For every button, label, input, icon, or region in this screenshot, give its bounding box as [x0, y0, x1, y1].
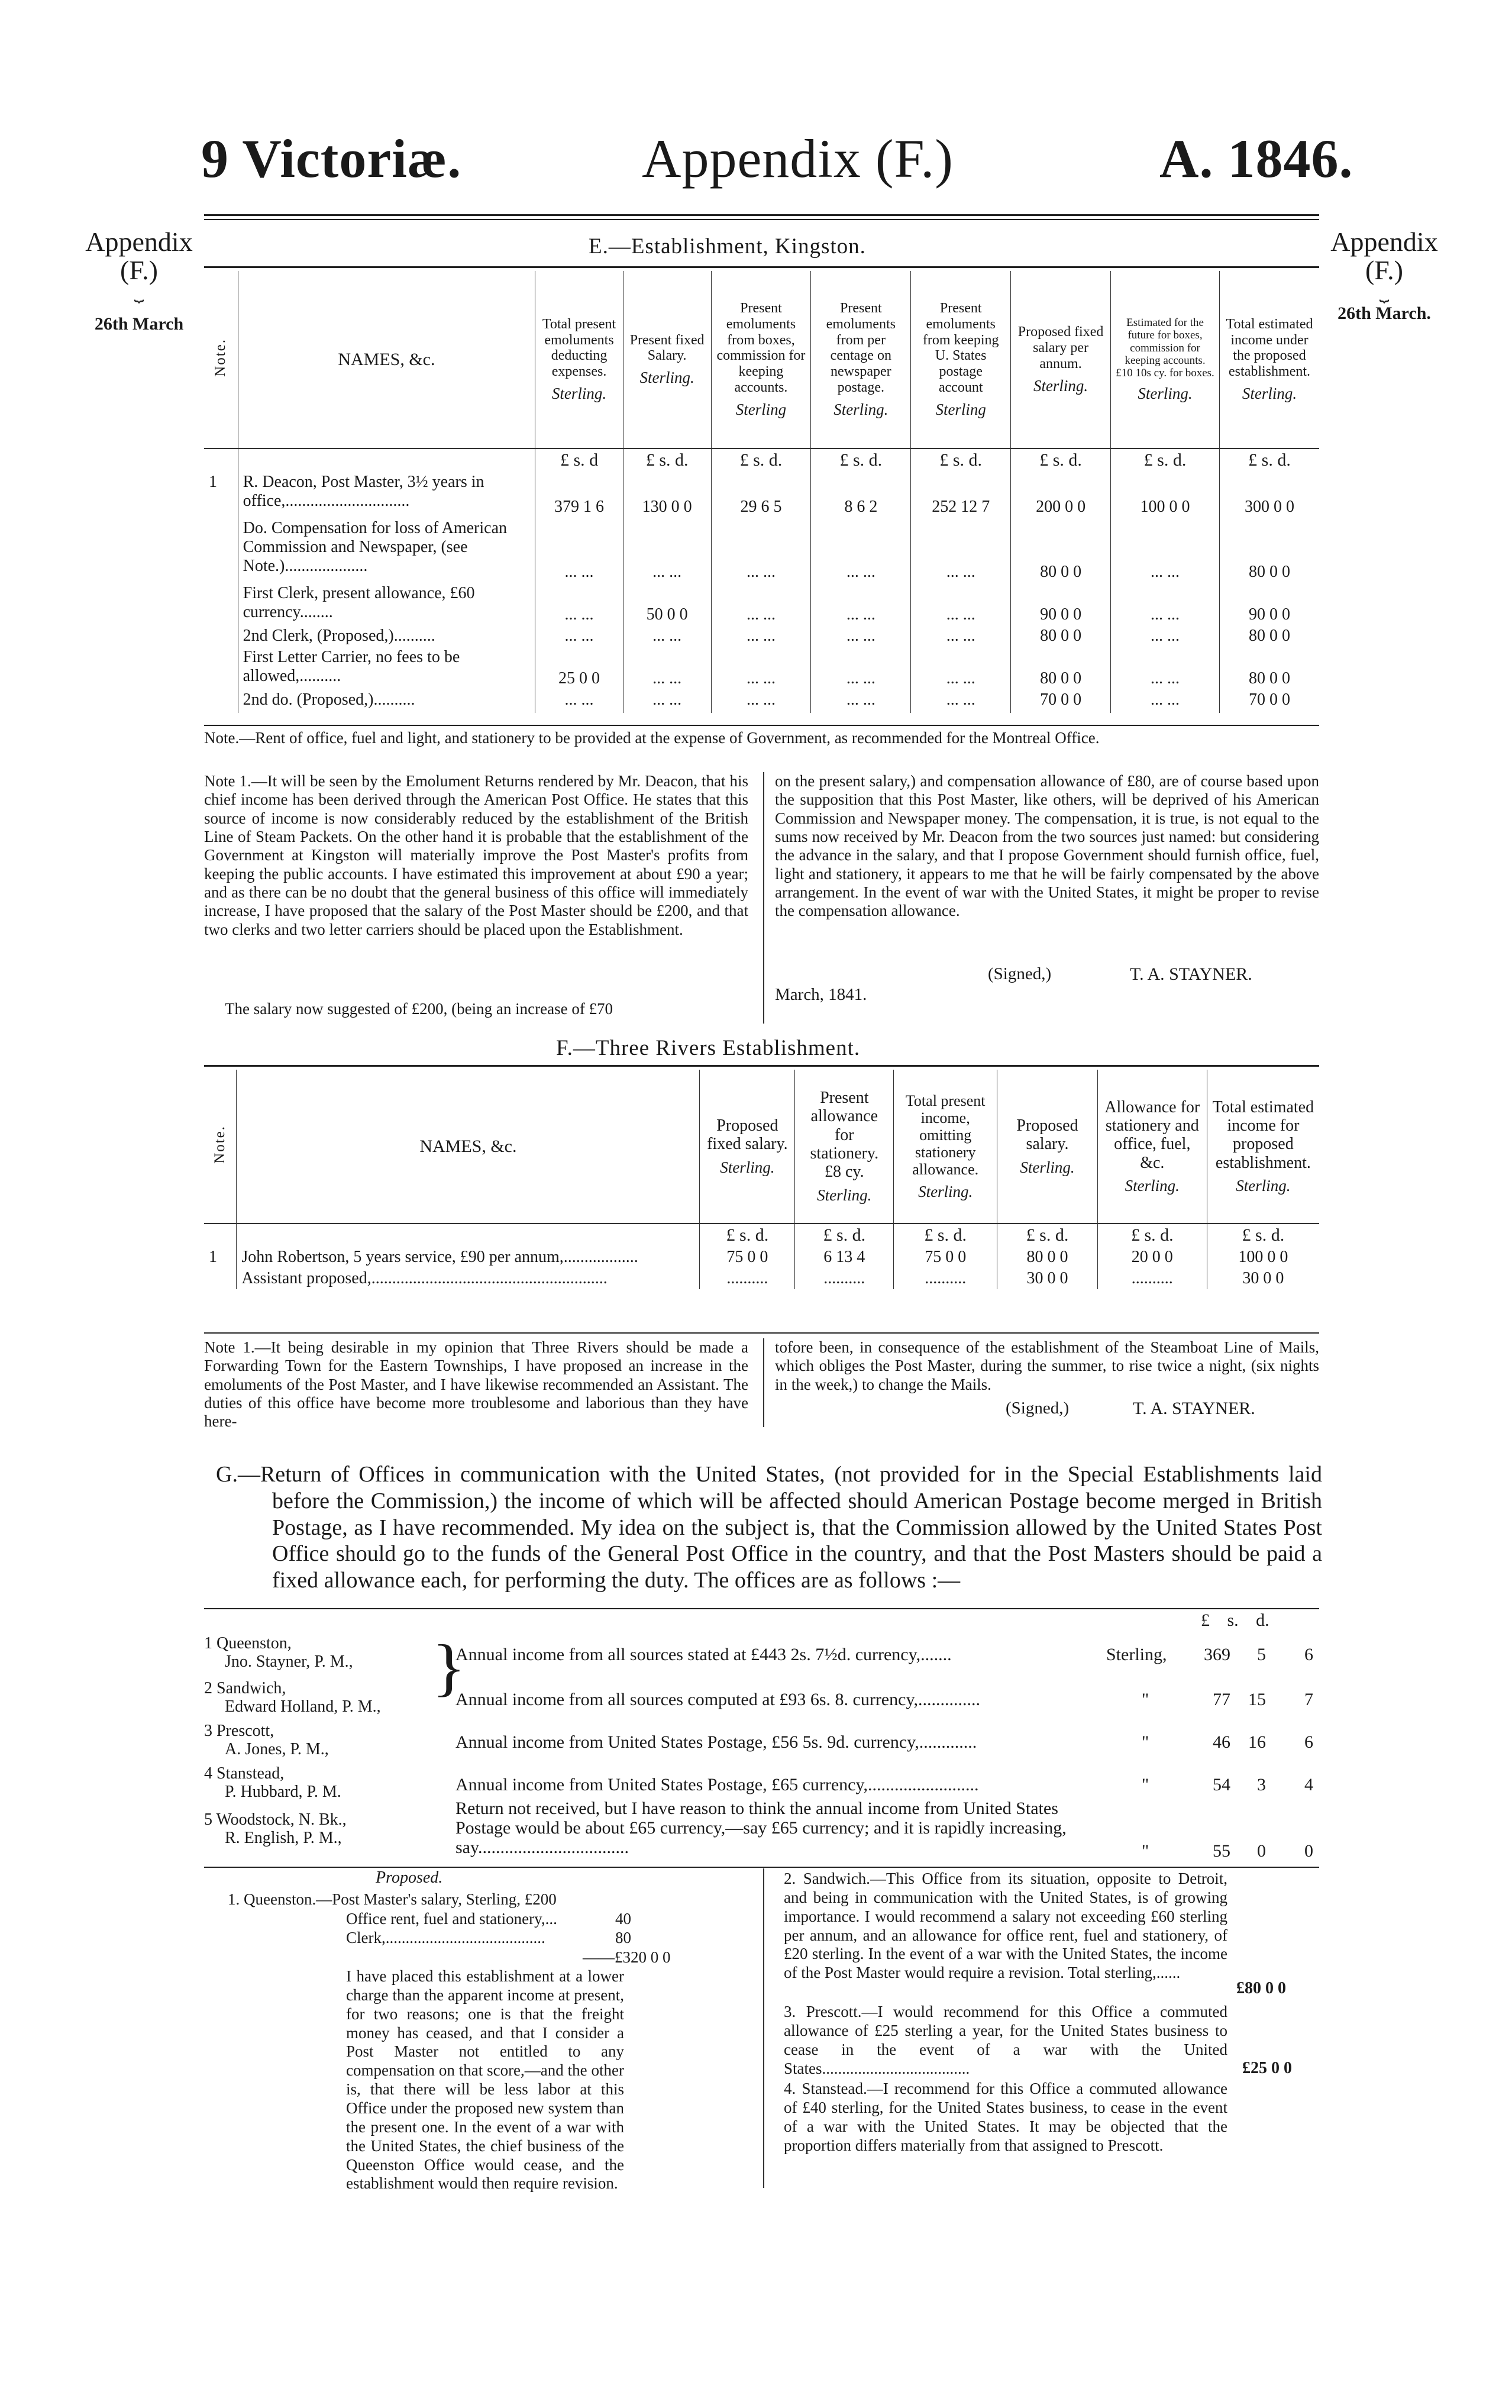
note-column-header: Note.	[204, 271, 238, 448]
lsd-header: £ s. d.	[1220, 448, 1319, 472]
note-column-header: Note.	[204, 1070, 237, 1224]
queenston-clerk-amount: 80	[615, 1929, 631, 1947]
header-left: 9 Victoriæ.	[201, 128, 462, 189]
cell-value: 80 0 0	[1220, 625, 1319, 647]
margin-note-left	[83, 228, 195, 333]
cell-value: 75 0 0	[700, 1247, 795, 1268]
margin-appendix-f-right: (F.)	[1365, 255, 1404, 286]
col-present-percentage: Present emoluments from per centage on newspaper postage. Sterling.	[811, 271, 911, 448]
margin-date-left: 26th March	[94, 314, 184, 334]
lsd-header: £ s. d.	[1207, 1224, 1319, 1247]
cell-value: ... ...	[1111, 583, 1220, 625]
header-rule	[204, 214, 1319, 216]
amount-pence: 7	[1304, 1690, 1313, 1709]
note-1-left: Note 1.—It will be seen by the Emolument Returns rendered by Mr. Deacon, that his chief income has been derived through the American Post Office. He states that this source of income is now considerably reduced by the establishment of the British Line of Steam Packets. On the other hand it is probable that the establishment of the Government at Kingston will materially improve the Post Master's profits from keeping the public accounts. I have estimated this improvement at about £90 a year; and as there can be no doubt that the general business of this office will immediately increase, I have proposed that the salary of the Post Master should be £200, and that two clerks and two letter carriers should be placed upon the Establishment.	[204, 772, 748, 938]
cell-value: ... ...	[811, 647, 911, 689]
table-row	[204, 583, 1319, 625]
office-income: Annual income from United States Postage, £56 5s. 9d. currency,.............	[455, 1732, 977, 1752]
cell-value: ... ...	[711, 583, 811, 625]
office-postmaster: A. Jones, P. M.,	[225, 1740, 329, 1759]
section-g-rule	[204, 1608, 1319, 1609]
office-entry	[204, 1810, 435, 1848]
amount-pounds: 369	[1204, 1645, 1230, 1664]
margin-appendix-label: Appendix	[85, 227, 193, 257]
row-name: 2nd Clerk, (Proposed,)..........	[238, 625, 535, 647]
margin-date-right: 26th March.	[1337, 303, 1431, 323]
col-present-fixed: Present fixed Salary. Sterling.	[623, 271, 711, 448]
row-note	[204, 647, 238, 689]
office-entry	[204, 1634, 435, 1671]
signed-label: (Signed,)	[988, 964, 1052, 983]
cell-value: 25 0 0	[535, 647, 623, 689]
amount-shillings: 15	[1248, 1690, 1266, 1709]
amount-pounds: 55	[1213, 1841, 1230, 1861]
cell-value: 379 1 6	[535, 472, 623, 518]
office-income: Annual income from all sources stated at £443 2s. 7½d. currency,.......	[455, 1645, 952, 1664]
lsd-header: £ s. d.	[623, 448, 711, 472]
column-divider	[763, 1868, 764, 2188]
sandwich-total: £80 0 0	[1236, 1979, 1286, 1997]
office-postmaster: P. Hubbard, P. M.	[225, 1783, 341, 1802]
office-income: Annual income from all sources computed at £93 6s. 8. currency,..............	[455, 1690, 980, 1709]
cell-value: ... ...	[711, 689, 811, 713]
row-name: Assistant proposed,.........................................................	[237, 1268, 700, 1289]
cell-value: 70 0 0	[1011, 689, 1111, 713]
table-row	[204, 689, 1319, 713]
office-number: 3	[204, 1722, 212, 1740]
table-row	[204, 625, 1319, 647]
signer-name: T. A. STAYNER.	[1133, 1399, 1255, 1418]
margin-note-right	[1325, 228, 1443, 322]
lsd-header: £ s. d.	[997, 1224, 1098, 1247]
cell-value: 300 0 0	[1220, 472, 1319, 518]
brace-icon: ⏟	[134, 283, 144, 302]
section-g-bottom-rule	[204, 1867, 1319, 1868]
section-e-title: E.—Establishment, Kingston.	[589, 234, 866, 259]
cell-value: 80 0 0	[1011, 625, 1111, 647]
office-number: 5	[204, 1810, 212, 1829]
office-income: Return not received, but I have reason to think the annual income from United States Postage would be about £65 currency,—say £65 currency; and it is rapidly increasing, say..................................	[455, 1799, 1067, 1857]
amount-shillings: 0	[1257, 1841, 1266, 1861]
col-total-estimated: Total estimated income under the proposed establishment. Sterling.	[1220, 271, 1319, 448]
prescott-total: £25 0 0	[1242, 2059, 1292, 2077]
amount-pence: 0	[1304, 1841, 1313, 1861]
signed-label: (Signed,)	[1006, 1399, 1070, 1418]
cell-value: ... ...	[1111, 518, 1220, 583]
cell-value: ... ...	[811, 583, 911, 625]
col-total-present: Total present emoluments deducting expenses. Sterling.	[535, 271, 623, 448]
cell-value: ... ...	[911, 583, 1011, 625]
amount-shillings: 16	[1248, 1732, 1266, 1752]
office-place: Queenston,	[217, 1634, 292, 1652]
cell-value: ... ...	[711, 647, 811, 689]
col-proposed-fixed: Proposed fixed salary. Sterling.	[700, 1070, 795, 1224]
table-row	[204, 1247, 1319, 1268]
lsd-header: £ s. d.	[711, 448, 811, 472]
cell-value: 29 6 5	[711, 472, 811, 518]
currency-label: "	[1142, 1775, 1149, 1794]
amount-pounds: 54	[1213, 1775, 1230, 1794]
office-entry	[204, 1764, 435, 1802]
amount-pounds: 46	[1213, 1732, 1230, 1752]
office-income: Annual income from United States Postage, £65 currency,.........................	[455, 1775, 979, 1794]
cell-value: ... ...	[535, 689, 623, 713]
section-e-bottom-rule	[204, 725, 1319, 726]
prescott-text: 3. Prescott.—I would recommend for this Office a commuted allowance of £25 sterling a year, for the United States business to cease in the event of a war with the United States.....................................	[784, 2003, 1227, 2077]
note-rent: Note.—Rent of office, fuel and light, and stationery to be provided at the expense of Government, as recommended for the Montreal Office.	[204, 729, 1100, 747]
brace-icon: }	[432, 1631, 466, 1703]
row-name: R. Deacon, Post Master, 3½ years in office,..............................	[238, 472, 535, 518]
lsd-header: £ s. d.	[894, 1224, 997, 1247]
queenston-text: I have placed this establishment at a lower charge than the apparent income at present, for two reasons; one is that the freight money has ceased, and that I consider a Post Master not entitled to any compensation on that score,—and the other is, that there will be less labor at this Office under the proposed new system than the present one. In the event of a war with the United States, the chief business of the Queenston Office would cease, and the establishment would then require revision.	[346, 1967, 624, 2193]
cell-value: 90 0 0	[1011, 583, 1111, 625]
cell-value: 80 0 0	[1220, 647, 1319, 689]
row-note	[204, 689, 238, 713]
section-f-note-right: tofore been, in consequence of the establishment of the Steamboat Line of Mails, which obliges the Post Master, during the summer, to rise twice a night, (six nights in the week,) to change the Mails.	[775, 1338, 1319, 1393]
cell-value: 100 0 0	[1111, 472, 1220, 518]
row-name: First Clerk, present allowance, £60 currency........	[238, 583, 535, 625]
proposed-heading: Proposed.	[376, 1868, 443, 1887]
names-column-header: NAMES, &c.	[238, 271, 535, 448]
section-f-bottom-rule	[204, 1332, 1319, 1334]
cell-value: 8 6 2	[811, 472, 911, 518]
cell-value: 30 0 0	[997, 1268, 1098, 1289]
table-row	[204, 1268, 1319, 1289]
cell-value: ..........	[795, 1268, 894, 1289]
cell-value: ... ...	[811, 689, 911, 713]
col-total-present-income: Total present income, omitting stationery allowance. Sterling.	[894, 1070, 997, 1224]
row-note	[204, 1268, 237, 1289]
cell-value: 200 0 0	[1011, 472, 1111, 518]
office-number: 2	[204, 1679, 212, 1697]
col-present-boxes: Present emoluments from boxes, commission for keeping accounts. Sterling	[711, 271, 811, 448]
cell-value: 75 0 0	[894, 1247, 997, 1268]
queenston-total: ——£320 0 0	[583, 1948, 671, 1966]
note-1-right: on the present salary,) and compensation allowance of £80, are of course based upon the supposition that this Post Master, like others, will be deprived of his American Commission and Newspaper money. The compensation, it is true, is not equal to the sums now received by Mr. Deacon from the two sources just named: but considering the advance in the salary, and that I propose Government should furnish office, fuel, light and stationery, it appears to me that he will be fairly compensated by the above arrangement. In the event of war with the United States, it might be proper to revise the compensation allowance.	[775, 772, 1319, 920]
lsd-header: £ s. d.	[1201, 1610, 1269, 1630]
amount-pence: 4	[1304, 1775, 1313, 1794]
currency-label: Sterling,	[1106, 1645, 1167, 1664]
note-date: March, 1841.	[775, 985, 867, 1004]
column-divider	[763, 772, 764, 1024]
office-number: 1	[204, 1634, 212, 1652]
section-f-top-rule	[204, 1065, 1319, 1067]
stanstead-text: 4. Stanstead.—I recommend for this Office a commuted allowance of £40 sterling, for the United States business, to cease in the event of a war with the United States. It may be objected that the proportion differs materially from that assigned to Prescott.	[784, 2080, 1227, 2154]
lsd-header: £ s. d.	[795, 1224, 894, 1247]
office-entry	[204, 1722, 435, 1759]
cell-value: 20 0 0	[1097, 1247, 1207, 1268]
cell-value: 130 0 0	[623, 472, 711, 518]
queenston-salary: 1. Queenston.—Post Master's salary, Sterling, £200	[228, 1890, 557, 1908]
office-place: Sandwich,	[217, 1679, 286, 1697]
kingston-establishment-table	[204, 271, 1319, 713]
cell-value: ... ...	[535, 518, 623, 583]
cell-value: ... ...	[911, 625, 1011, 647]
lsd-header: £ s. d.	[911, 448, 1011, 472]
lsd-header: £ s. d.	[1097, 1224, 1207, 1247]
col-proposed-salary: Proposed fixed salary per annum. Sterling.	[1011, 271, 1111, 448]
office-place: Woodstock, N. Bk.,	[216, 1810, 347, 1829]
currency-label: "	[1142, 1841, 1149, 1861]
cell-value: 50 0 0	[623, 583, 711, 625]
header-rule-thin	[204, 219, 1319, 220]
row-note	[204, 583, 238, 625]
row-name: John Robertson, 5 years service, £90 per annum,..................	[237, 1247, 700, 1268]
row-name: 2nd do. (Proposed,)..........	[238, 689, 535, 713]
header-right: A. 1846.	[1159, 128, 1353, 189]
column-divider	[763, 1338, 764, 1427]
office-postmaster: R. English, P. M.,	[225, 1829, 342, 1848]
lsd-header: £ s. d.	[811, 448, 911, 472]
col-estimated-future: Estimated for the future for boxes, commission for keeping accounts. £10 10s cy. for boxes. Sterling.	[1111, 271, 1220, 448]
cell-value: ..........	[700, 1268, 795, 1289]
cell-value: ... ...	[623, 625, 711, 647]
cell-value: 252 12 7	[911, 472, 1011, 518]
col-total-estimated: Total estimated income for proposed establishment. Sterling.	[1207, 1070, 1319, 1224]
queenston-office-rent: Office rent, fuel and stationery,...	[346, 1910, 557, 1928]
office-postmaster: Edward Holland, P. M.,	[225, 1697, 381, 1716]
col-stationery: Present allowance for stationery. £8 cy. Sterling.	[795, 1070, 894, 1224]
col-present-us: Present emoluments from keeping U. States postage account Sterling	[911, 271, 1011, 448]
cell-value: ... ...	[811, 518, 911, 583]
lsd-header: £ s. d	[535, 448, 623, 472]
section-g-intro: G.—Return of Offices in communication with the United States, (not provided for in the Special Establishments laid before the Commission,) the income of which will be affected should American Postage become merged in British Postage, as I have recommended. My idea on the subject is, that the Commission allowed by the United States Post Office should go to the funds of the General Post Office in the country, and that the Post Masters should be paid a fixed allowance each, for performing the duty. The offices are as follows :—	[216, 1462, 1322, 1593]
row-note: 1	[209, 473, 217, 491]
row-note	[204, 518, 238, 583]
cell-value: ... ...	[911, 689, 1011, 713]
amount-pence: 6	[1304, 1732, 1313, 1752]
names-column-header: NAMES, &c.	[237, 1070, 700, 1224]
cell-value: ... ...	[535, 583, 623, 625]
amount-shillings: 3	[1257, 1775, 1266, 1794]
amount-shillings: 5	[1257, 1645, 1266, 1664]
margin-appendix-label-right: Appendix	[1330, 227, 1438, 257]
cell-value: ..........	[894, 1268, 997, 1289]
cell-value: ... ...	[1111, 625, 1220, 647]
lsd-header: £ s. d.	[1111, 448, 1220, 472]
table-row	[204, 472, 1319, 518]
lsd-header: £ s. d.	[700, 1224, 795, 1247]
cell-value: ... ...	[1111, 689, 1220, 713]
row-name: Do. Compensation for loss of American Commission and Newspaper, (see Note.)....................	[238, 518, 535, 583]
cell-value: ... ...	[623, 518, 711, 583]
cell-value: ... ...	[535, 625, 623, 647]
cell-value: ..........	[1097, 1268, 1207, 1289]
sandwich-text: 2. Sandwich.—This Office from its situation, opposite to Detroit, and being in communication with the United States, is of growing importance. I would recommend a salary not exceeding £60 sterling per annum, and an allowance for office rent, fuel and stationery, of £20 sterling. In the event of a war with the United States, the income of the Post Master would require a revision. Total sterling,......	[784, 1870, 1227, 1982]
section-e-top-rule	[204, 266, 1319, 268]
currency-label: "	[1142, 1732, 1149, 1752]
note-1-left-continued: The salary now suggested of £200, (being an increase of £70	[225, 1000, 613, 1018]
row-note: 1	[209, 1248, 217, 1266]
row-name: First Letter Carrier, no fees to be allowed,..........	[238, 647, 535, 689]
row-note	[204, 625, 238, 647]
queenston-clerk: Clerk,........................................	[346, 1929, 545, 1947]
cell-value: 80 0 0	[997, 1247, 1098, 1268]
currency-label: "	[1142, 1690, 1149, 1709]
cell-value: ... ...	[811, 625, 911, 647]
cell-value: 90 0 0	[1220, 583, 1319, 625]
cell-value: 70 0 0	[1220, 689, 1319, 713]
cell-value: ... ...	[1111, 647, 1220, 689]
margin-appendix-f: (F.)	[119, 255, 159, 286]
cell-value: 80 0 0	[1220, 518, 1319, 583]
section-f-note-left: Note 1.—It being desirable in my opinion that Three Rivers should be made a Forwarding Town for the Eastern Townships, I have proposed an increase in the emoluments of the Post Master, and I have likewise recommended an Assistant. The duties of this office have become more troublesome and laborious than they have here-	[204, 1338, 748, 1431]
table-row	[204, 647, 1319, 689]
col-allowance: Allowance for stationery and office, fuel, &c. Sterling.	[1097, 1070, 1207, 1224]
office-entry	[204, 1679, 435, 1716]
table-row	[204, 518, 1319, 583]
cell-value: ... ...	[711, 518, 811, 583]
office-postmaster: Jno. Stayner, P. M.,	[225, 1652, 353, 1671]
amount-pence: 6	[1304, 1645, 1313, 1664]
header-center: Appendix (F.)	[642, 128, 954, 189]
office-number: 4	[204, 1764, 212, 1783]
amount-pounds: 77	[1213, 1690, 1230, 1709]
cell-value: ... ...	[623, 647, 711, 689]
cell-value: ... ...	[711, 625, 811, 647]
three-rivers-table	[204, 1070, 1319, 1289]
queenston-office-rent-amount: 40	[615, 1910, 631, 1928]
cell-value: ... ...	[911, 518, 1011, 583]
cell-value: 6 13 4	[795, 1247, 894, 1268]
cell-value: 100 0 0	[1207, 1247, 1319, 1268]
signer-name: T. A. STAYNER.	[1130, 964, 1252, 984]
col-proposed-salary: Proposed salary. Sterling.	[997, 1070, 1098, 1224]
office-place: Stanstead,	[217, 1764, 285, 1783]
cell-value: ... ...	[623, 689, 711, 713]
brace-icon: ⏟	[1379, 283, 1390, 302]
cell-value: ... ...	[911, 647, 1011, 689]
cell-value: 30 0 0	[1207, 1268, 1319, 1289]
cell-value: 80 0 0	[1011, 647, 1111, 689]
section-f-title: F.—Three Rivers Establishment.	[556, 1036, 861, 1060]
cell-value: 80 0 0	[1011, 518, 1111, 583]
office-place: Prescott,	[217, 1722, 274, 1740]
lsd-header: £ s. d.	[1011, 448, 1111, 472]
